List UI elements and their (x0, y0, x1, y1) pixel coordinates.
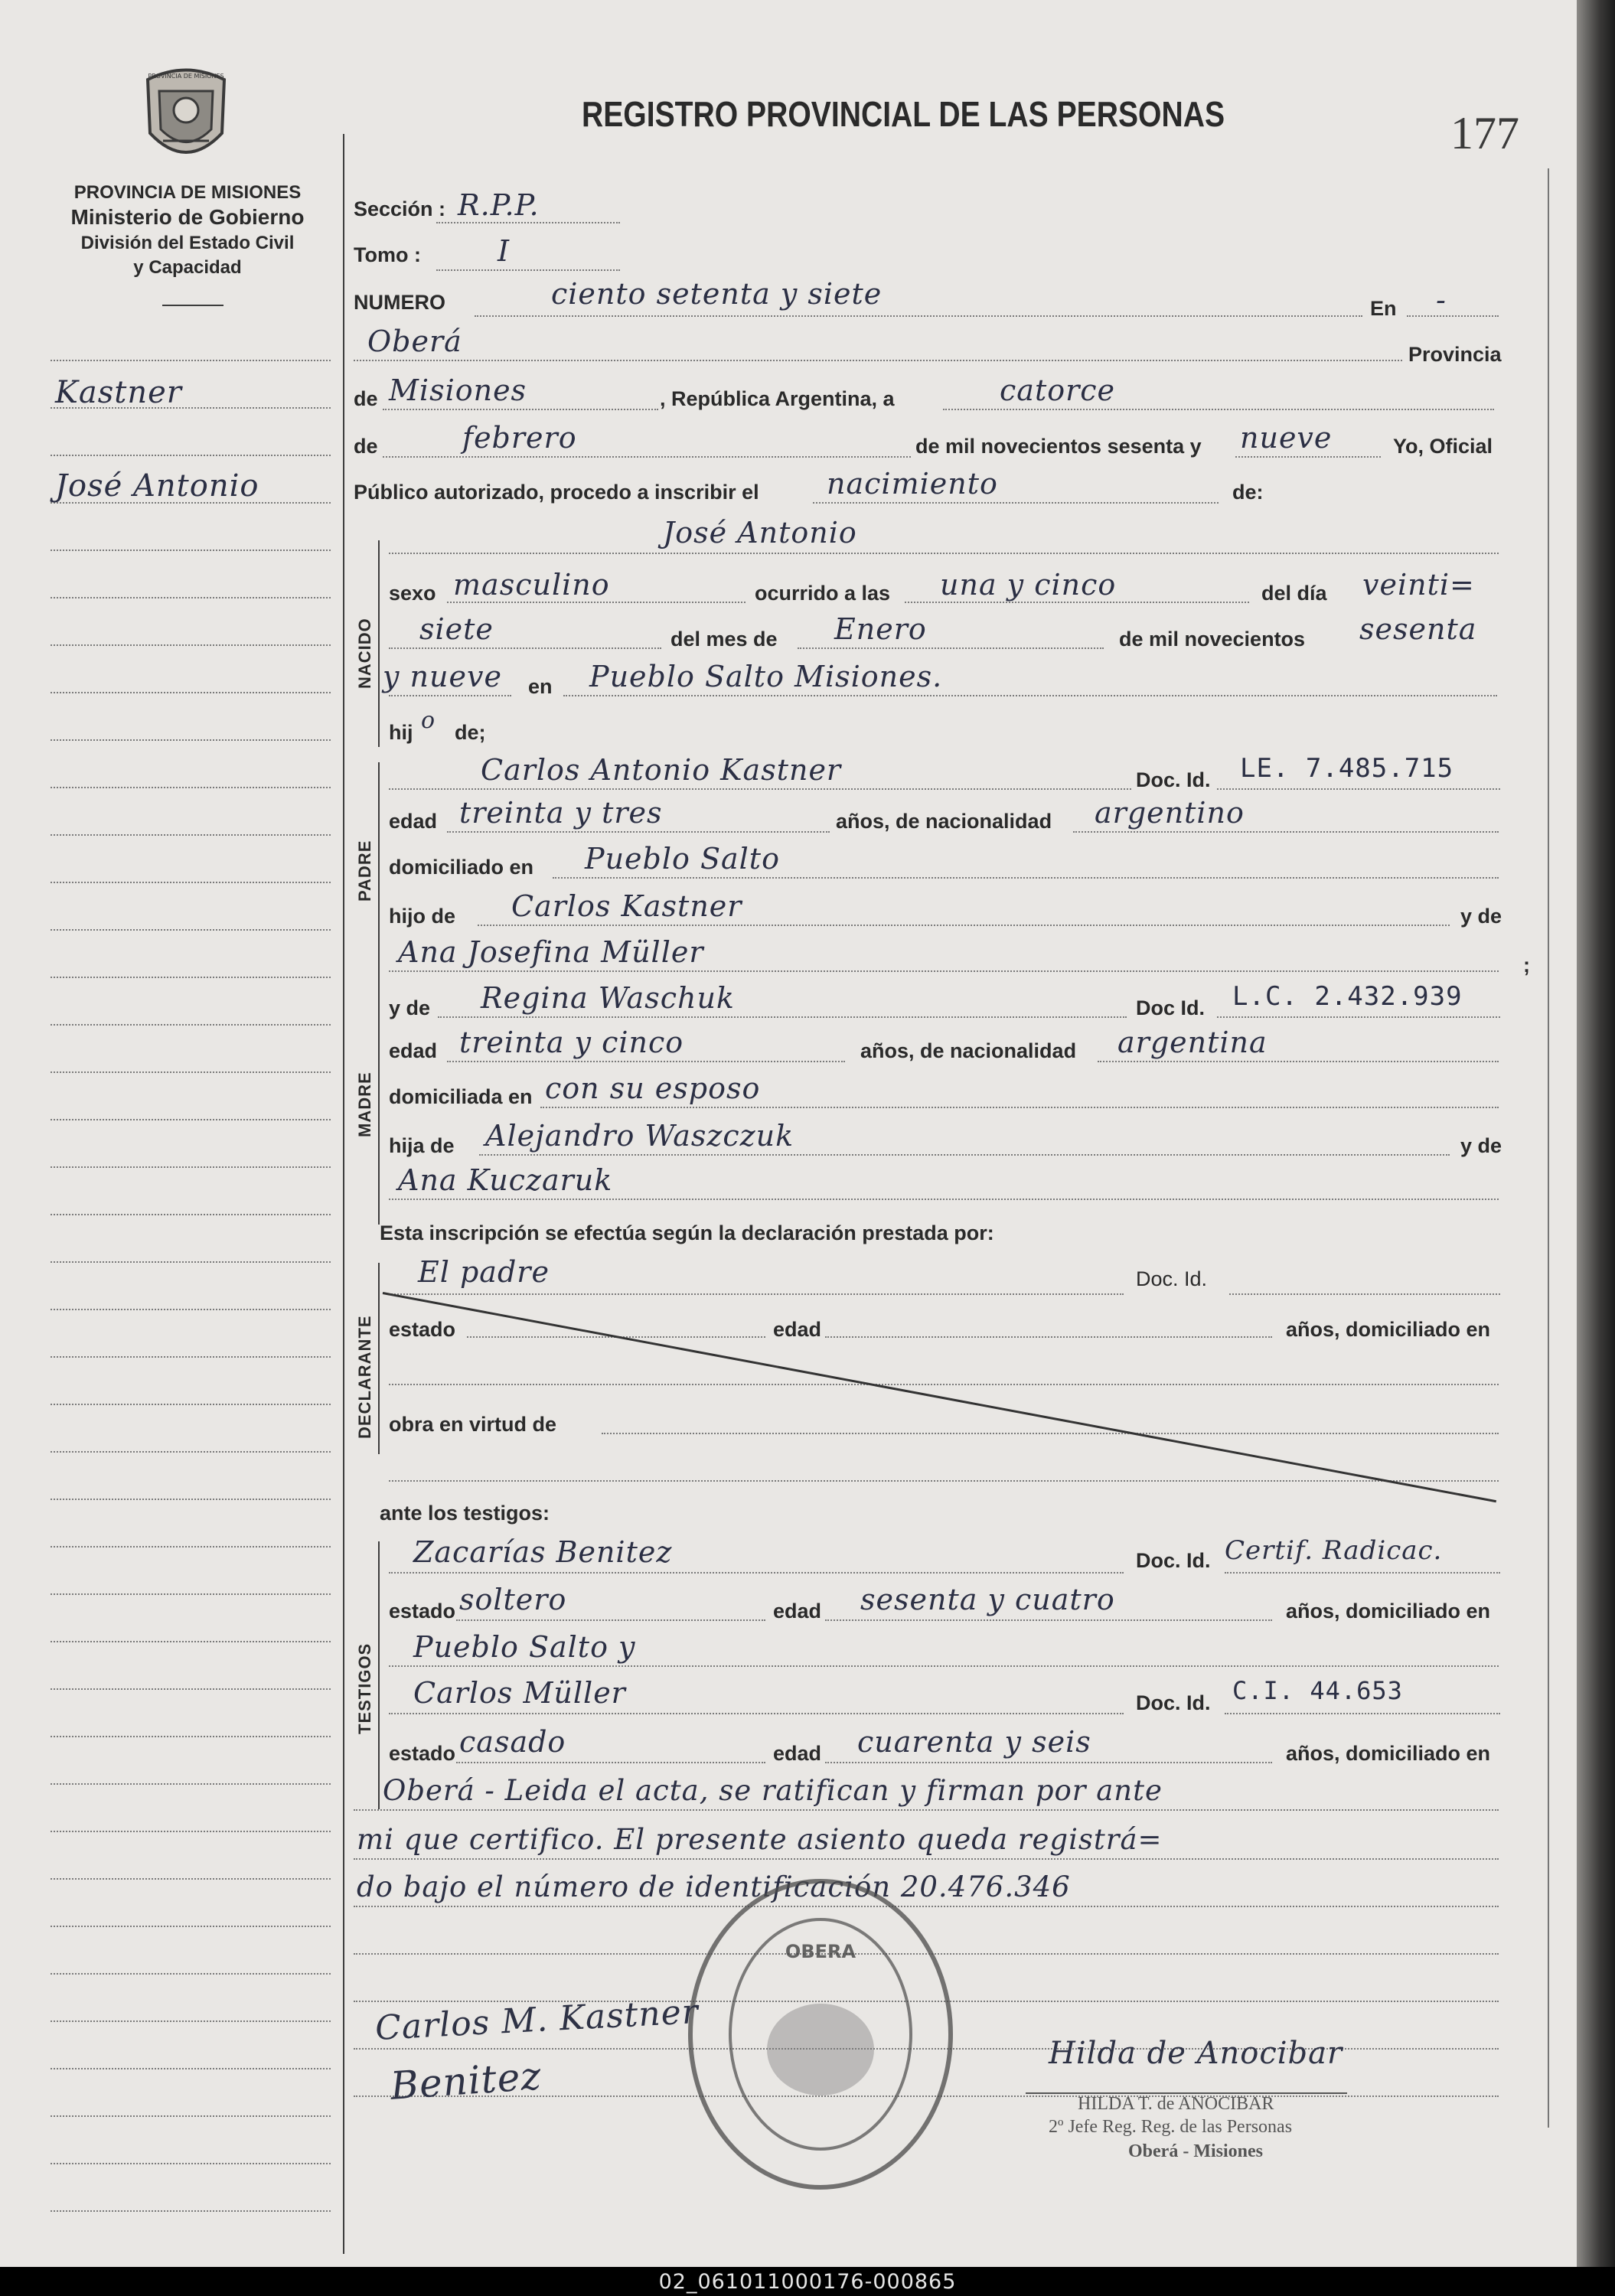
en2-label: en (528, 675, 553, 698)
father-edad-label: edad (389, 810, 438, 833)
father-doc-label: Doc. Id. (1136, 768, 1211, 791)
margin-rule (51, 1926, 331, 1927)
year-suffix-value: nueve (1240, 421, 1333, 455)
publico-label: Público autorizado, procedo a inscribir el (354, 481, 759, 504)
mother-y-de-label: y de (389, 996, 431, 1019)
margin-rule (51, 1214, 331, 1215)
de2-label: de (354, 435, 378, 458)
mother-doc-value: L.C. 2.432.939 (1232, 981, 1463, 1012)
margin-rule (51, 1166, 331, 1168)
father-age-value: treinta y tres (459, 796, 663, 830)
witness1-edad-label: edad (773, 1600, 822, 1623)
page-edge (1577, 0, 1615, 2267)
margin-rule (51, 1736, 331, 1737)
margin-rule (51, 977, 331, 978)
father-semicolon: ; (1523, 954, 1530, 977)
republica-label: , República Argentina, a (660, 387, 895, 410)
margin-rule (51, 1641, 331, 1642)
footer-code: 02_061011000176-000865 (658, 2270, 957, 2294)
father-mother-value: Ana Josefina Müller (398, 935, 704, 969)
act-type-value: nacimiento (827, 467, 998, 501)
declarant-doc-label: Doc. Id. (1136, 1267, 1208, 1290)
issuer-line-4: y Capacidad (133, 257, 242, 278)
margin-rule (51, 882, 331, 883)
margin-rule (51, 1119, 331, 1120)
side-label-declarante: DECLARANTE (355, 1315, 374, 1439)
provincia-label: Provincia (1408, 343, 1502, 366)
mother-name-value: Regina Waschuk (481, 981, 735, 1015)
margin-rule (51, 739, 331, 741)
father-doc-value: LE. 7.485.715 (1240, 753, 1454, 784)
margin-rule (51, 929, 331, 931)
mother-domicile-value: con su esposo (545, 1071, 761, 1105)
side-label-testigos: TESTIGOS (355, 1642, 374, 1734)
hijo-label: hij (389, 721, 413, 744)
numero-label: NUMERO (354, 291, 445, 314)
declarant-anios-label: años, domiciliado en (1286, 1318, 1491, 1341)
del-mes-label: del mes de (670, 628, 778, 651)
witness2-doc-label: Doc. Id. (1136, 1691, 1211, 1714)
birth-month-value: Enero (834, 612, 927, 646)
witness1-age-value: sesenta y cuatro (860, 1583, 1115, 1616)
margin-rule (51, 597, 331, 598)
declaracion-label: Esta inscripción se efectúa según la declaración prestada por: (380, 1221, 994, 1244)
page-title: REGISTRO PROVINCIAL DE LAS PERSONAS (581, 94, 1225, 134)
side-label-nacido: NACIDO (355, 618, 374, 689)
witness1-estado-label: estado (389, 1600, 456, 1623)
registry-stamp (683, 1874, 958, 2195)
margin-rule (51, 1024, 331, 1026)
place-value: Oberá (367, 325, 462, 358)
witness2-anios-label: años, domiciliado en (1286, 1742, 1491, 1765)
mother-mother-value: Ana Kuczaruk (398, 1163, 613, 1197)
officer-printed-title: 2º Jefe Reg. Reg. de las Personas (1049, 2117, 1293, 2137)
witness2-estado-value: casado (459, 1725, 566, 1759)
seccion-value: R.P.P. (458, 188, 540, 222)
right-border (1548, 168, 1549, 2128)
witness2-estado-label: estado (389, 1742, 456, 1765)
tomo-label: Tomo : (354, 243, 421, 266)
mother-nationality-value: argentina (1117, 1026, 1268, 1059)
margin-given-names: José Antonio (55, 468, 259, 504)
issuer-line-2: Ministerio de Gobierno (70, 205, 305, 229)
seccion-label: Sección : (354, 197, 446, 220)
officer-printed-place: Oberá - Misiones (1128, 2141, 1263, 2161)
margin-rule (51, 1499, 331, 1500)
margin-surname: Kastner (55, 375, 182, 410)
margin-rule (51, 2163, 331, 2164)
declarant-value: El padre (418, 1255, 550, 1289)
margin-rule (51, 550, 331, 551)
margin-rule (51, 1309, 331, 1310)
margin-rule (51, 2068, 331, 2069)
margin-rule (51, 1878, 331, 1880)
svg-text:OBERA: OBERA (785, 1941, 856, 1962)
mother-nac-label: años, de nacionalidad (860, 1039, 1077, 1062)
father-name-value: Carlos Antonio Kastner (481, 753, 842, 787)
margin-rule (51, 1451, 331, 1453)
day-value: catorce (1000, 373, 1116, 407)
de-colon-label: de: (1232, 481, 1264, 504)
mother-dom-label: domiciliada en (389, 1085, 533, 1108)
father-nationality-value: argentino (1095, 796, 1245, 830)
de-semicolon-label: de; (455, 721, 486, 744)
margin-rule (51, 455, 331, 456)
margin-rule (51, 834, 331, 836)
birth-place-value: Pueblo Salto Misiones. (589, 660, 943, 693)
witness2-edad-label: edad (773, 1742, 822, 1765)
mother-doc-label: Doc Id. (1136, 996, 1206, 1019)
birth-year-b-value: y nueve (383, 660, 502, 693)
signature-officer: Hilda de Anocibar (1049, 2036, 1343, 2071)
father-dom-label: domiciliado en (389, 856, 534, 879)
officer-printed-name: HILDA T. de ANOCIBAR (1078, 2094, 1274, 2114)
time-value: una y cinco (940, 568, 1117, 602)
margin-rule (51, 692, 331, 693)
father-y-de-label: y de (1460, 905, 1502, 928)
testigos-label: ante los testigos: (380, 1502, 550, 1525)
margin-rule (51, 1261, 331, 1263)
del-dia-label: del día (1261, 582, 1327, 605)
margin-rule (51, 787, 331, 788)
margin-rule (51, 360, 331, 361)
witness1-anios-label: años, domiciliado en (1286, 1600, 1491, 1623)
witness2-name-value: Carlos Müller (413, 1676, 626, 1710)
numero-value: ciento setenta y siete (551, 277, 883, 311)
witness1-name-value: Zacarías Benitez (413, 1535, 673, 1569)
declarant-estado-label: estado (389, 1318, 456, 1341)
sex-value: masculino (453, 568, 610, 602)
mother-hija-de-label: hija de (389, 1134, 455, 1157)
father-nac-label: años, de nacionalidad (836, 810, 1052, 833)
margin-rule (51, 1404, 331, 1405)
witness2-doc-value: C.I. 44.653 (1232, 1676, 1403, 1705)
page-number: 177 (1450, 108, 1519, 158)
margin-rule (51, 1783, 331, 1785)
witness2-age-value: cuarenta y seis (857, 1725, 1091, 1759)
witness1-domicile-value: Pueblo Salto y (413, 1630, 636, 1664)
signature-witness: Benitez (389, 2053, 543, 2108)
closing-line-3: do bajo el número de identificación 20.476.346 (357, 1870, 1071, 1903)
issuer-line-3: División del Estado Civil (80, 233, 295, 253)
closing-line-1: Oberá - Leida el acta, se ratifican y firman por ante (383, 1774, 1163, 1807)
hijo-suffix-value: o (421, 707, 436, 734)
margin-rule (51, 1973, 331, 1975)
margin-rule (51, 1593, 331, 1595)
margin-rule (51, 644, 331, 646)
side-label-padre: PADRE (355, 840, 374, 902)
provincial-emblem (136, 64, 236, 171)
witness1-estado-value: soltero (459, 1583, 567, 1616)
margin-rule (51, 2115, 331, 2117)
mother-y-de-label2: y de (1460, 1134, 1502, 1157)
obra-label: obra en virtud de (389, 1413, 557, 1436)
witness1-doc-value: Certif. Radicac. (1225, 1535, 1443, 1566)
month-value: febrero (462, 421, 577, 455)
birth-day-b-value: siete (419, 612, 494, 646)
signature-father: Carlos M. Kastner (374, 1991, 700, 2049)
main-divider (343, 134, 344, 2254)
issuer-underline (162, 305, 223, 306)
father-father-value: Carlos Kastner (511, 889, 742, 923)
mil-novecientos2-label: de mil novecientos (1119, 628, 1306, 651)
father-hijo-de-label: hijo de (389, 905, 455, 928)
de-label: de (354, 387, 378, 410)
mother-edad-label: edad (389, 1039, 438, 1062)
closing-line-2: mi que certifico. El presente asiento queda registrá= (357, 1823, 1163, 1856)
margin-rule (51, 1071, 331, 1073)
mil-novecientos-label: de mil novecientos sesenta y (915, 435, 1202, 458)
side-label-madre: MADRE (355, 1071, 374, 1137)
issuer-line-1: PROVINCIA DE MISIONES (73, 182, 302, 203)
margin-rule (51, 1688, 331, 1690)
witness1-doc-label: Doc. Id. (1136, 1549, 1211, 1572)
father-domicile-value: Pueblo Salto (585, 842, 780, 876)
margin-rule (51, 1546, 331, 1548)
margin-rule (51, 1831, 331, 1832)
margin-rule (51, 1356, 331, 1358)
en-value: - (1436, 283, 1447, 317)
sexo-label: sexo (389, 582, 436, 605)
margin-rule (51, 2210, 331, 2212)
margin-rule (51, 2020, 331, 2022)
provincia-value: Misiones (389, 373, 527, 407)
yo-oficial-label: Yo, Oficial (1393, 435, 1493, 458)
ocurrido-label: ocurrido a las (755, 582, 891, 605)
mother-father-value: Alejandro Waszczuk (485, 1119, 794, 1153)
birth-day-a-value: veinti= (1362, 568, 1475, 602)
birth-year-a-value: sesenta (1359, 612, 1477, 646)
mother-age-value: treinta y cinco (459, 1026, 684, 1059)
en-label: En (1370, 297, 1397, 320)
tomo-value: I (498, 234, 511, 268)
svg-text:PROVINCIA DE MISIONES: PROVINCIA DE MISIONES (148, 73, 224, 80)
declarant-edad-label: edad (773, 1318, 822, 1341)
child-name-value: José Antonio (663, 516, 857, 550)
